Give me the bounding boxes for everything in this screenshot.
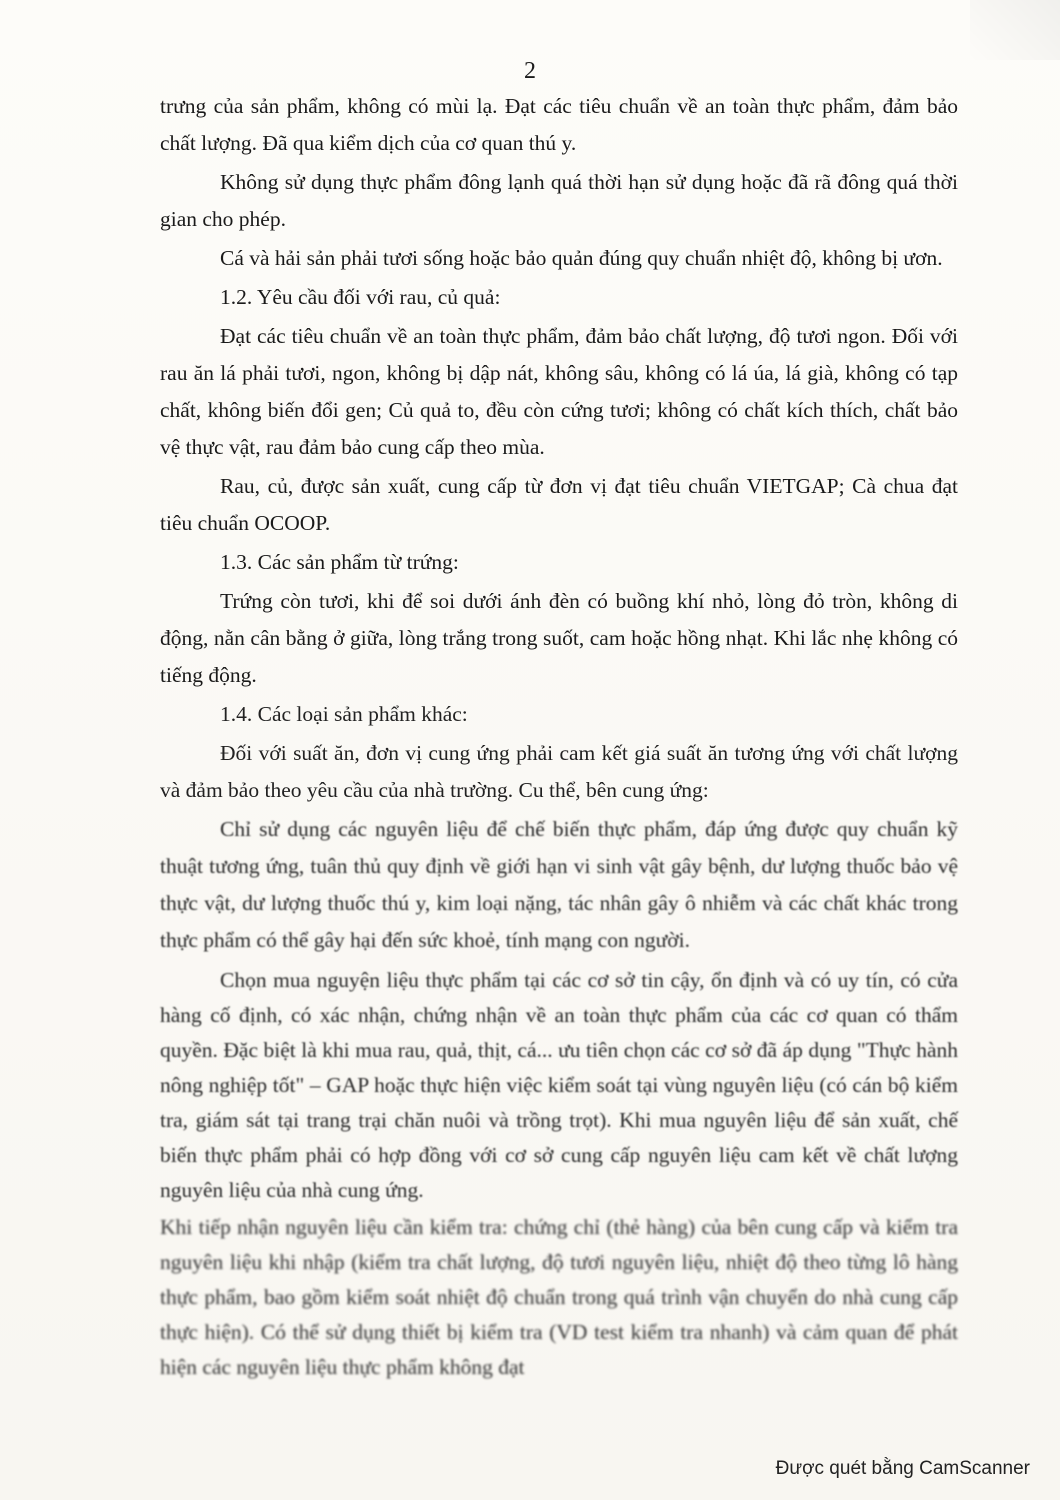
paragraph: Rau, củ, được sản xuất, cung cấp từ đơn vị đạt tiêu chuẩn VIETGAP; Cà chua đạt tiêu chuẩn OCOOP. bbox=[160, 474, 958, 535]
section-heading: 1.4. Các loại sản phẩm khác: bbox=[220, 702, 468, 726]
paragraph: Đạt các tiêu chuẩn về an toàn thực phẩm, đảm bảo chất lượng, độ tươi ngon. Đối với rau ăn lá phải tươi, ngon, không bị dập nát, không sâu, không có lá úa, lá già, không có tạp chất, không biến đổi gen; Củ quả to, đều còn cứng tươi; không có chất kích thích, chất bảo vệ thực vật, rau đảm bảo cung cấp theo mùa. bbox=[160, 324, 958, 459]
document-body bbox=[160, 88, 958, 1385]
paragraph: trưng của sản phẩm, không có mùi lạ. Đạt các tiêu chuẩn về an toàn thực phẩm, đảm bảo chất lượng. Đã qua kiểm dịch của cơ quan thú y. bbox=[160, 94, 958, 155]
camscanner-watermark: Được quét bằng CamScanner bbox=[775, 1458, 1030, 1479]
page-number: 2 bbox=[524, 58, 536, 84]
paragraph: Chọn mua nguyện liệu thực phẩm tại các cơ sở tin cậy, ổn định và có uy tín, có cửa hàng cố định, có xác nhận, chứng nhận về an toàn thực phẩm của các cơ quan có thẩm quyền. Đặc biệt là khi mua rau, quả, thịt, cá... ưu tiên chọn các cơ sở đã áp dụng "Thực hành nông nghiệp tốt" – GAP hoặc thực hiện việc kiểm soát tại vùng nguyên liệu (có cán bộ kiểm tra, giám sát tại trang trại chăn nuôi và trồng trọt). Khi mua nguyên liệu để sản xuất, chế biến thực phẩm phải có hợp đồng với cơ sở cung cấp nguyên liệu cam kết về chất lượng nguyên liệu của nhà cung ứng. bbox=[160, 968, 958, 1202]
paragraph: Không sử dụng thực phẩm đông lạnh quá thời hạn sử dụng hoặc đã rã đông quá thời gian cho phép. bbox=[160, 170, 958, 231]
section-heading: 1.2. Yêu cầu đối với rau, củ quả: bbox=[220, 285, 501, 309]
paragraph: Đối với suất ăn, đơn vị cung ứng phải cam kết giá suất ăn tương ứng với chất lượng và đảm bảo theo yêu cầu của nhà trường. Cu thể, bên cung ứng: bbox=[160, 741, 958, 802]
paragraph: Trứng còn tươi, khi để soi dưới ánh đèn có buồng khí nhỏ, lòng đỏ tròn, không di động, nằn cân bằng ở giữa, lòng trắng trong suốt, cam hoặc hồng nhạt. Khi lắc nhẹ không có tiếng động. bbox=[160, 589, 958, 687]
paragraph: Chỉ sử dụng các nguyên liệu để chế biến thực phẩm, đáp ứng được quy chuẩn kỹ thuật tương ứng, tuân thủ quy định về giới hạn vi sinh vật gây bệnh, dư lượng thuốc bảo vệ thực vật, dư lượng thuốc thú y, kim loại nặng, tác nhân gây ô nhiễm và các chất khác trong thực phẩm có thể gây hại đến sức khoẻ, tính mạng con người. bbox=[160, 817, 958, 952]
paragraph: Khi tiếp nhận nguyên liệu cần kiểm tra: chứng chỉ (thẻ hàng) của bên cung cấp và kiểm tra nguyên liệu khi nhập (kiểm tra chất lượng, độ tươi nguyên liệu, nhiệt độ theo từng lô hàng thực phẩm, bao gồm kiểm soát nhiệt độ chuẩn trong quá trình vận chuyển do nhà cung cấp thực hiện). Có thể sử dụng thiết bị kiểm tra (VD test kiểm tra nhanh) và cảm quan để phát hiện các nguyên liệu thực phẩm không đạt bbox=[160, 1215, 958, 1379]
page-corner-shadow bbox=[970, 0, 1060, 60]
section-heading: 1.3. Các sản phẩm từ trứng: bbox=[220, 550, 459, 574]
paragraph: Cá và hải sản phải tươi sống hoặc bảo quản đúng quy chuẩn nhiệt độ, không bị ươn. bbox=[220, 246, 943, 270]
